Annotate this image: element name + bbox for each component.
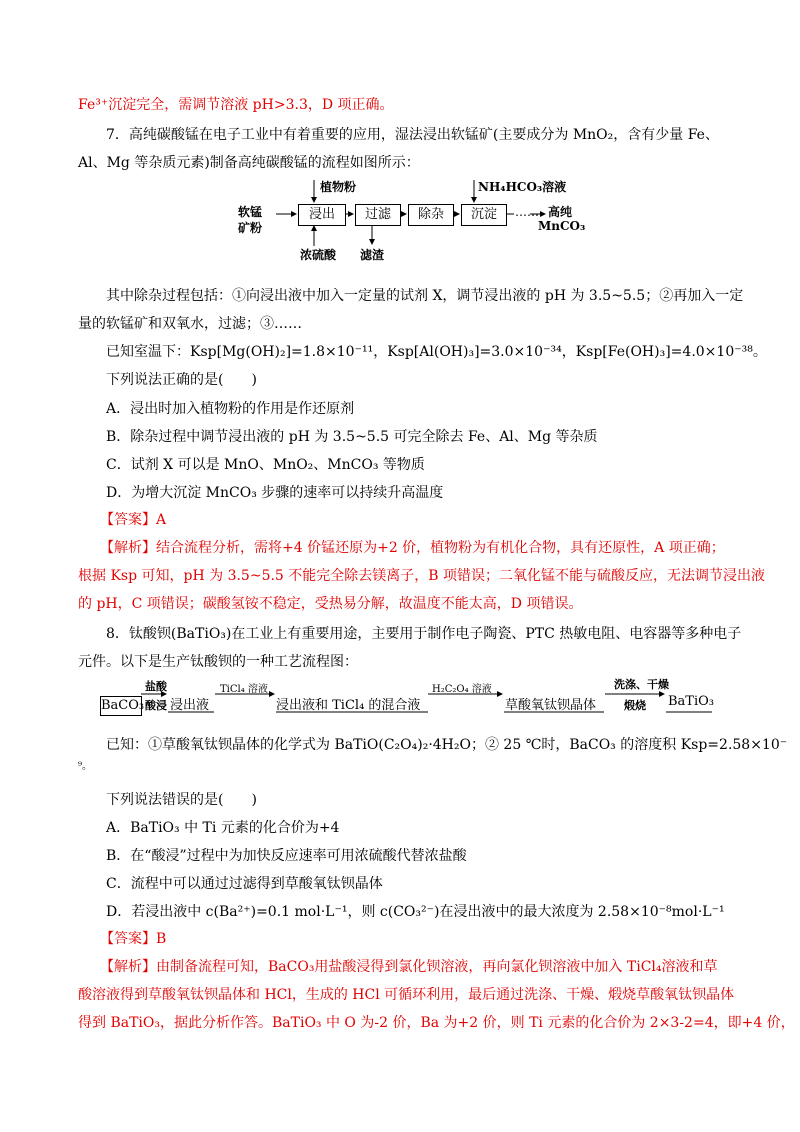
- q7-analysis-1: 【解析】结合流程分析，需将+4 价锰还原为+2 价，植物粉为有机化合物，具有还原性，A 项正确；: [100, 540, 725, 556]
- q8-option-a: A．BaTiO₃ 中 Ti 元素的化合价为+4: [106, 820, 340, 836]
- flow1-residue: 滤渣: [360, 248, 385, 262]
- q8-option-d: D．若浸出液中 c(Ba²⁺)=0.1 mol·L⁻¹，则 c(CO₃²⁻)在浸出液中的最大浓度为 2.58×10⁻⁸mol·L⁻¹: [106, 904, 725, 920]
- flow2-end: BaTiO₃: [668, 694, 715, 709]
- flow1-start-2: 矿粉: [238, 221, 263, 235]
- q8-known-cont: ⁹。: [78, 761, 93, 772]
- flow1-nh4hco3: NH₄HCO₃溶液: [478, 180, 567, 194]
- flow1-step-leach: 浸出: [298, 204, 346, 226]
- q7-ksp: 已知室温下：Ksp[Mg(OH)₂]=1.8×10⁻¹¹，Ksp[Al(OH)₃]=3.0×10⁻³⁴，Ksp[Fe(OH)₃]=4.0×10⁻³⁸。: [106, 344, 767, 360]
- flow2-acid-leach: 酸浸: [145, 699, 167, 712]
- q8-analysis-1: 【解析】由制备流程可知，BaCO₃用盐酸浸得到氯化钡溶液，再向氯化钡溶液中加入 TiCl₄溶液和草: [100, 959, 718, 975]
- flow2-crystal: 草酸氧钛钡晶体: [505, 698, 597, 713]
- q8-option-c: C．流程中可以通过过滤得到草酸氧钛钡晶体: [106, 876, 383, 892]
- flow1-end-1: 高纯: [548, 205, 573, 219]
- flow2-calcine: 煅烧: [624, 699, 646, 712]
- flow1-start-1: 软锰: [238, 205, 263, 219]
- flow2-h2c2o4: H₂C₂O₄ 溶液: [432, 684, 492, 695]
- q7-stem-2: Al、Mg 等杂质元素)制备高纯碳酸锰的流程如图所示：: [78, 155, 420, 171]
- flow1-step-precipitate: 沉淀: [461, 204, 507, 226]
- q8-known: 已知：①草酸氧钛钡晶体的化学式为 BaTiO(C₂O₄)₂·4H₂O；② 25 ℃时，BaCO₃ 的溶度积 Ksp=2.58×10⁻: [106, 737, 788, 753]
- q7-purify-2: 量的软锰矿和双氧水，过滤；③……: [78, 316, 302, 332]
- flow1-step-filter: 过滤: [355, 204, 401, 226]
- q7-prompt: 下列说法正确的是( ): [106, 372, 257, 388]
- q7-option-c: C．试剂 X 可以是 MnO、MnO₂、MnCO₃ 等物质: [106, 457, 425, 473]
- flow2-mixture: 浸出液和 TiCl₄ 的混合液: [276, 698, 421, 713]
- flow1-plant-powder: 植物粉: [320, 180, 357, 194]
- flow2-start: BaCO₃: [100, 696, 142, 716]
- flow1-end-2: MnCO₃: [538, 219, 586, 233]
- flow2-wash-dry: 洗涤、干燥: [614, 678, 669, 691]
- q7-purify-1: 其中除杂过程包括：①向浸出液中加入一定量的试剂 X，调节浸出液的 pH 为 3.5~5.5；②再加入一定: [106, 288, 744, 304]
- flow1-dots: ……: [515, 205, 539, 219]
- flow1-conc-h2so4: 浓硫酸: [300, 248, 337, 262]
- q7-option-b: B．除杂过程中调节浸出液的 pH 为 3.5~5.5 可完全除去 Fe、Al、Mg 等杂质: [106, 429, 598, 445]
- flow2-leachate: 浸出液: [170, 698, 210, 713]
- q7-stem-1: 7．高纯碳酸锰在电子工业中有着重要的应用，湿法浸出软锰矿(主要成分为 MnO₂，含有少量 Fe、: [106, 127, 719, 143]
- q8-analysis-3: 得到 BaTiO₃，据此分析作答。BaTiO₃ 中 O 为-2 价，Ba 为+2 价，则 Ti 元素的化合价为 2×3-2=4，即+4 价，: [78, 1015, 795, 1031]
- q8-prompt: 下列说法错误的是( ): [106, 792, 257, 808]
- q8-stem-1: 8．钛酸钡(BaTiO₃)在工业上有重要用途，主要用于制作电子陶瓷、PTC 热敏电阻、电容器等多种电子: [106, 626, 742, 642]
- q8-answer: 【答案】B: [100, 931, 167, 947]
- q7-answer: 【答案】A: [100, 512, 167, 528]
- q7-analysis-3: 的 pH，C 项错误；碳酸氢铵不稳定，受热易分解，故温度不能太高，D 项错误。: [78, 596, 583, 612]
- flow2-ticl4: TiCl₄ 溶液: [220, 684, 268, 695]
- q7-option-a: A．浸出时加入植物粉的作用是作还原剂: [106, 401, 355, 417]
- prev-answer-tail: Fe³⁺沉淀完全，需调节溶液 pH>3.3，D 项正确。: [78, 97, 394, 113]
- q7-analysis-2: 根据 Ksp 可知，pH 为 3.5~5.5 不能完全除去镁离子，B 项错误；二氧化锰不能与硫酸反应，无法调节浸出液: [78, 568, 766, 584]
- q8-option-b: B．在“酸浸”过程中为加快反应速率可用浓硫酸代替浓盐酸: [106, 848, 467, 864]
- q8-stem-2: 元件。以下是生产钛酸钡的一种工艺流程图：: [78, 654, 358, 670]
- q7-option-d: D．为增大沉淀 MnCO₃ 步骤的速率可以持续升高温度: [106, 485, 444, 501]
- q8-analysis-2: 酸溶液得到草酸氧钛钡晶体和 HCl，生成的 HCl 可循环利用，最后通过洗涤、干燥、煅烧草酸氧钛钡晶体: [78, 987, 735, 1003]
- flow1-step-purify: 除杂: [408, 204, 454, 226]
- flow2-hcl: 盐酸: [145, 680, 167, 693]
